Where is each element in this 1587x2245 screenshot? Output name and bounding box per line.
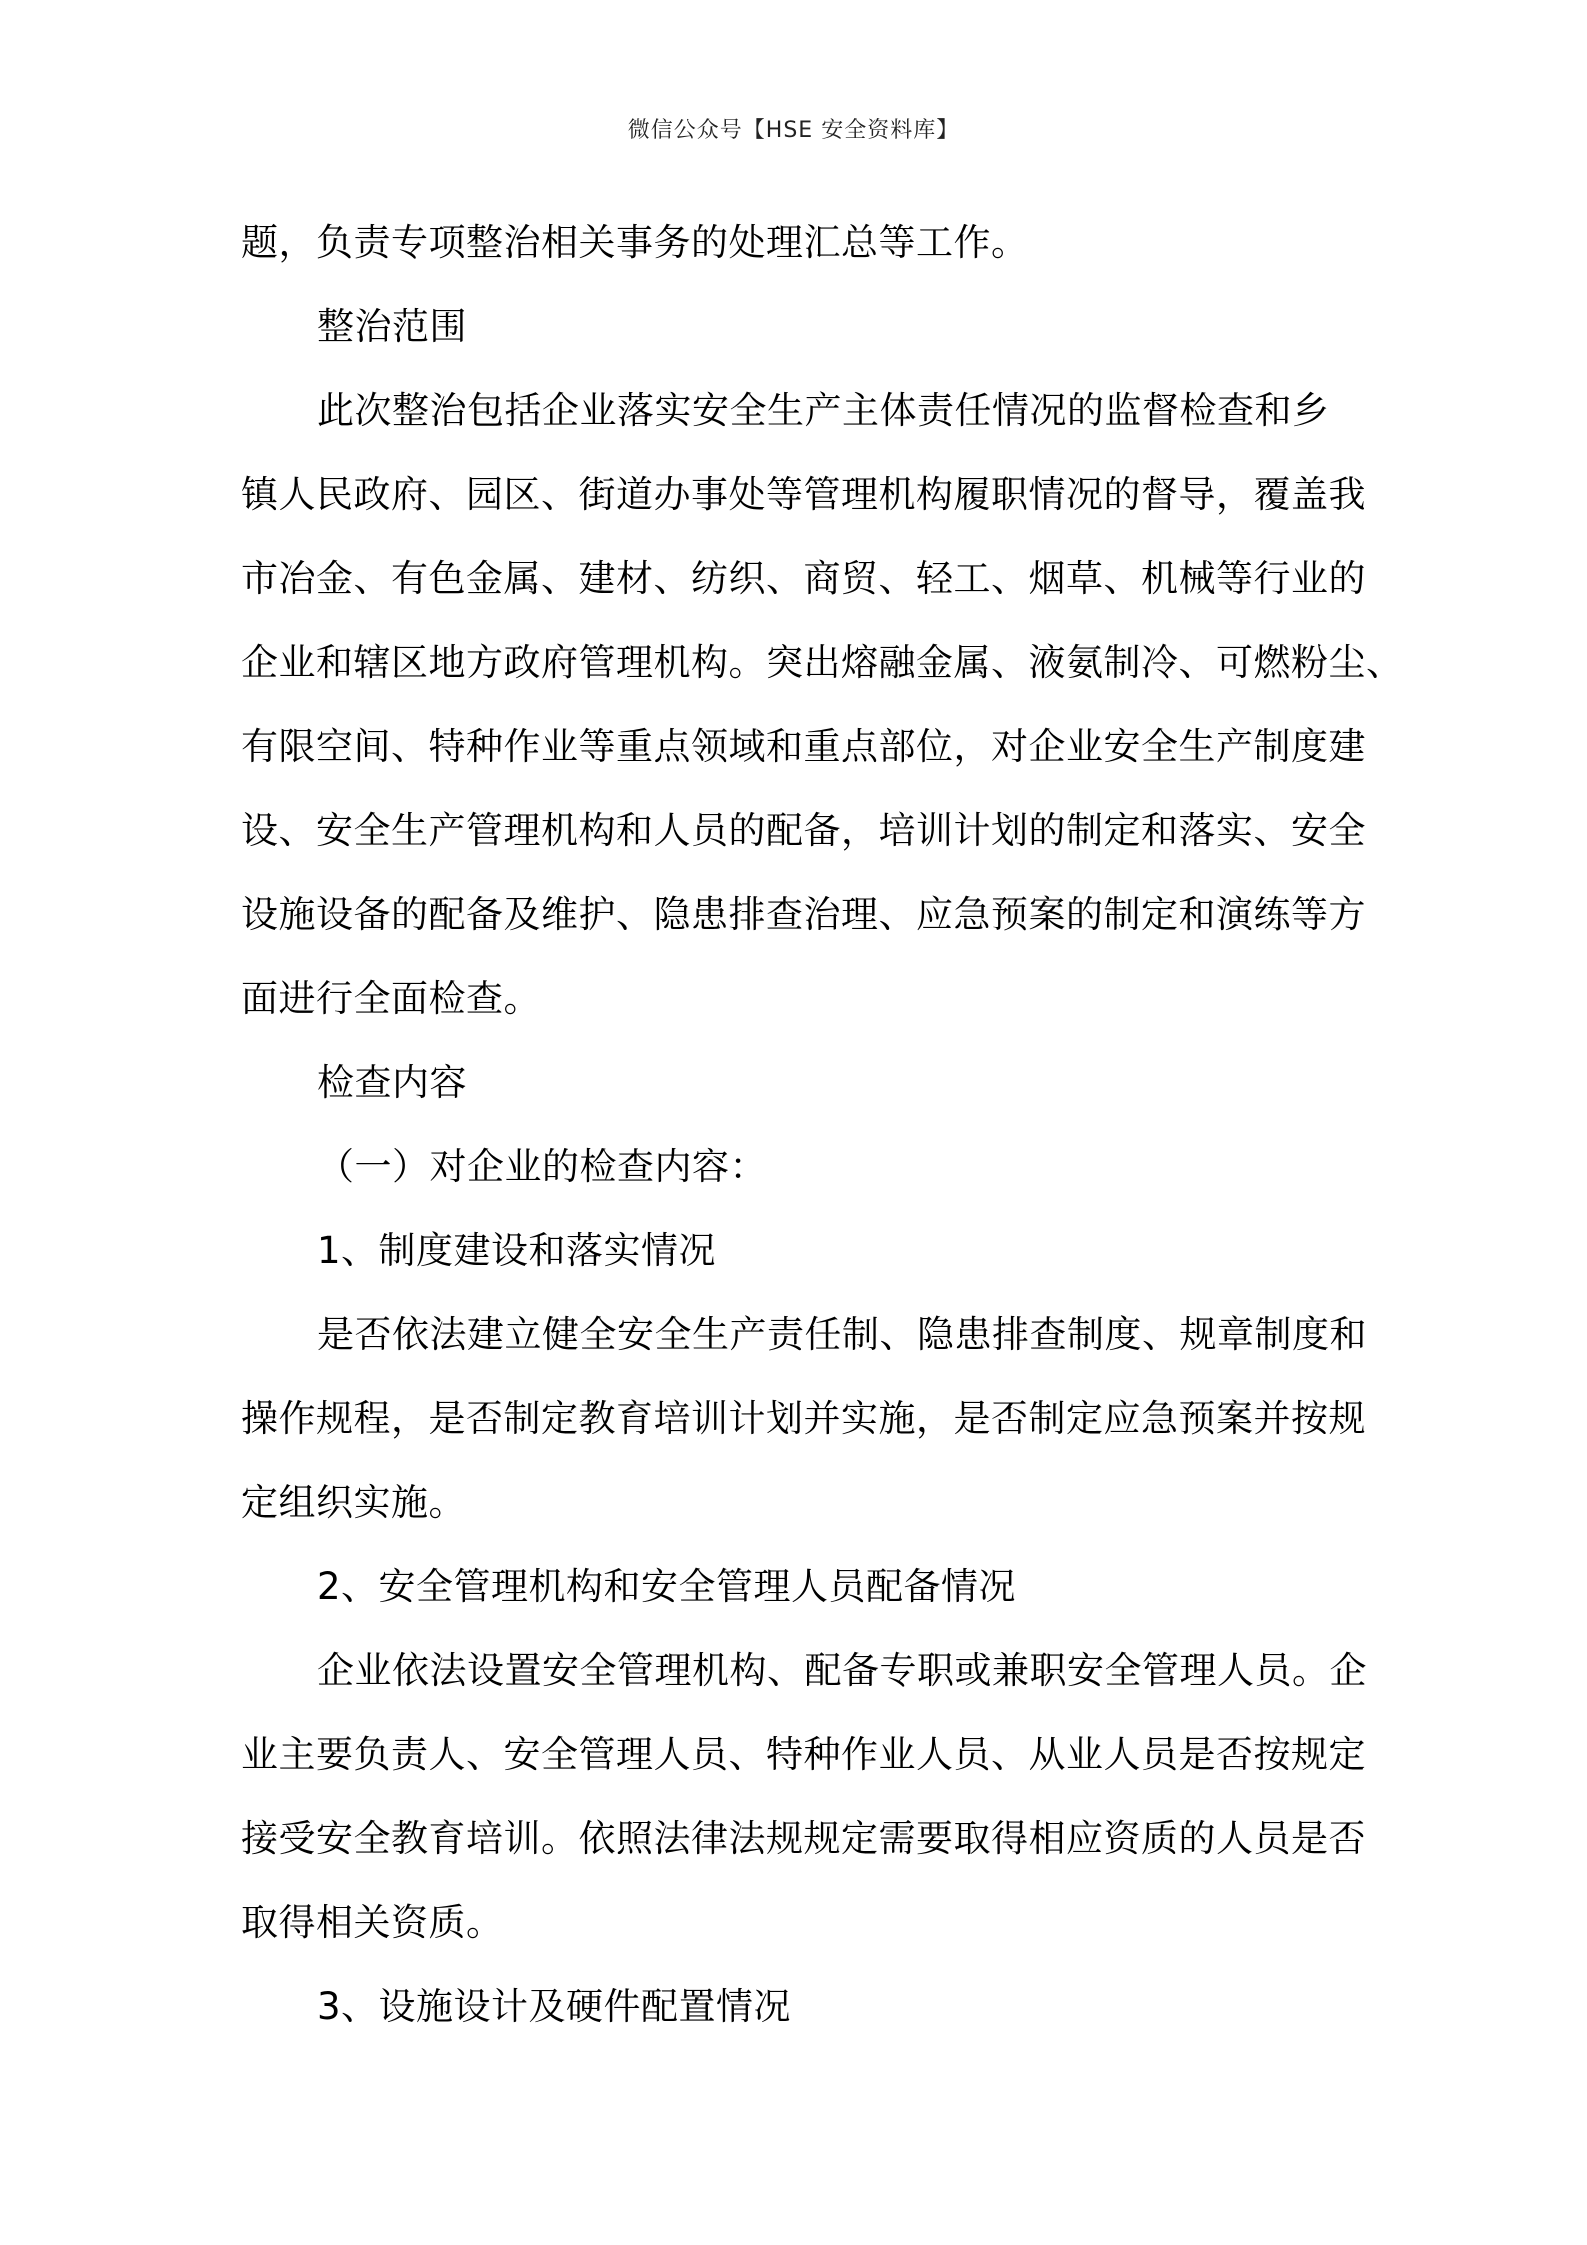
item-heading: 2、安全管理机构和安全管理人员配备情况 xyxy=(317,1565,1017,1608)
document-body xyxy=(241,201,1404,2049)
paragraph-line: 面进行全面检查。 xyxy=(241,977,541,1020)
paragraph-line: 此次整治包括企业落实安全生产主体责任情况的监督检查和乡 xyxy=(317,389,1330,432)
paragraph-line: 设、安全生产管理机构和人员的配备，培训计划的制定和落实、安全 xyxy=(241,809,1366,852)
paragraph-line: 取得相关资质。 xyxy=(241,1901,504,1944)
section-heading: 整治范围 xyxy=(317,305,467,348)
paragraph-line: 接受安全教育培训。依照法律法规规定需要取得相应资质的人员是否 xyxy=(241,1817,1366,1860)
page-header: 微信公众号【HSE 安全资料库】 xyxy=(627,118,960,143)
paragraph-line: 企业依法设置安全管理机构、配备专职或兼职安全管理人员。企 xyxy=(317,1649,1367,1692)
paragraph-line: 有限空间、特种作业等重点领域和重点部位，对企业安全生产制度建 xyxy=(241,725,1366,768)
paragraph-line: 镇人民政府、园区、街道办事处等管理机构履职情况的督导，覆盖我 xyxy=(241,473,1366,516)
paragraph-line: 题，负责专项整治相关事务的处理汇总等工作。 xyxy=(241,221,1029,264)
paragraph-line: 是否依法建立健全安全生产责任制、隐患排查制度、规章制度和 xyxy=(317,1313,1367,1356)
paragraph-line: 企业和辖区地方政府管理机构。突出熔融金属、液氨制冷、可燃粉尘、 xyxy=(241,641,1404,684)
item-heading: 3、设施设计及硬件配置情况 xyxy=(317,1985,792,2028)
section-heading: 检查内容 xyxy=(317,1061,467,1104)
paragraph-line: 市冶金、有色金属、建材、纺织、商贸、轻工、烟草、机械等行业的 xyxy=(241,557,1366,600)
item-heading: 1、制度建设和落实情况 xyxy=(317,1229,717,1272)
paragraph-line: 操作规程，是否制定教育培训计划并实施，是否制定应急预案并按规 xyxy=(241,1397,1366,1440)
paragraph-line: 设施设备的配备及维护、隐患排查治理、应急预案的制定和演练等方 xyxy=(241,893,1366,936)
paragraph-line: 定组织实施。 xyxy=(241,1481,466,1524)
paragraph-line: 业主要负责人、安全管理人员、特种作业人员、从业人员是否按规定 xyxy=(241,1733,1366,1776)
subsection-heading: （一）对企业的检查内容： xyxy=(317,1145,767,1188)
